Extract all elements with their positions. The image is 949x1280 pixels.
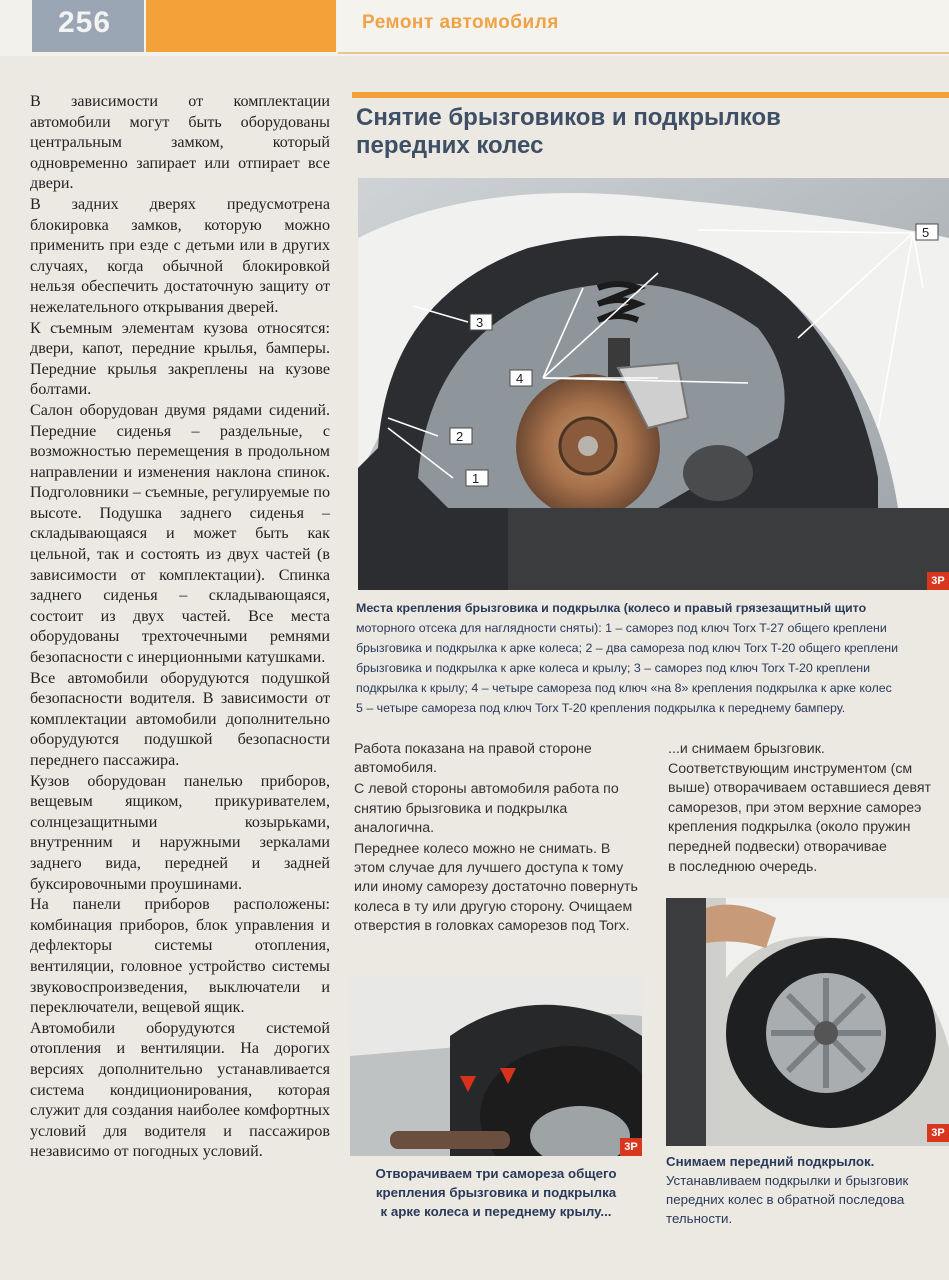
caption-line: крепления брызговика и подкрылка [375, 1185, 617, 1200]
caption-line: брызговика и подкрылка к арке колеса и крылу; 3 – саморез под ключ Torx T-20 креплени [356, 661, 871, 675]
caption-line: к арке колеса и переднему крылу... [380, 1204, 612, 1219]
callout-1 [466, 470, 488, 486]
article-title-line: передних колес [356, 132, 544, 159]
middle-column-text [354, 740, 644, 938]
article-title [356, 104, 876, 160]
paragraph: На панели приборов расположены: комбинация приборов, блок управления и дефлекторы системы отопления, вентиляции, головное устройство системы звуковоспроизведения, выключатели и переключатели, вещевой ящик. [30, 896, 330, 1017]
paragraph: В задних дверях предусмотрена блокировка замков, которую можно применить при езде с детьми или в других случаях, когда обычной блокировкой нельзя обеспечить достаточную защиту от нежелательного открывания дверей. [30, 195, 330, 316]
text-line: саморезов, при этом верхние самореэ [668, 799, 922, 816]
caption-line: 5 – четыре самореза под ключ Torx T-20 крепления подкрылка к переднему бамперу. [356, 701, 846, 715]
caption-line: подкрылка к крылу; 4 – четыре самореза под ключ «на 8» крепления подкрылка к арке колес [356, 681, 892, 695]
article-title-line: Снятие брызговиков и подкрылков [356, 104, 781, 131]
paragraph: С левой стороны автомобиля работа по снятию брызговика и подкрылка аналогична. [354, 781, 619, 836]
paragraph: В зависимости от комплектации автомобили могут быть оборудованы центральным замком, который одновременно запирает или отпирает все двери. [30, 93, 330, 193]
text-line: крепления подкрылка (около пружин [668, 819, 911, 836]
svg-text:4: 4 [516, 371, 524, 386]
caption-line: передних колес в обратной последова [666, 1192, 905, 1207]
callout-2 [450, 428, 472, 444]
paragraph: Переднее колесо можно не снимать. В этом случае для лучшего доступа к тому или иному саморезу достаточно повернуть колеса в ту или другую сторону. Очищаем отверстия в головках саморезов под Torx. [354, 841, 638, 934]
svg-text:2: 2 [456, 429, 464, 444]
paragraph: Автомобили оборудуются системой отопления и вентиляции. На дорогих версиях дополнительно устанавливается система кондиционирования, которая служит для создания наиболее комфортных условий для водителя и пассажиров независимо от погодных условий. [30, 1019, 330, 1161]
publisher-badge: 3P [927, 572, 949, 590]
text-line: выше) отворачиваем оставшиеся девят [668, 780, 932, 797]
photo3-caption [666, 1152, 949, 1228]
text-line: в последнюю очередь. [668, 858, 818, 875]
publisher-badge: 3P [927, 1124, 949, 1142]
paragraph: Работа показана на правой стороне автомобиля. [354, 741, 592, 777]
svg-text:5: 5 [922, 225, 930, 240]
callout-4 [510, 370, 532, 386]
text-line: ...и снимаем брызговик. [668, 741, 825, 757]
caption-title: Снимаем передний подкрылок. [666, 1154, 875, 1169]
text-line: Соответствующим инструментом (см [668, 760, 913, 777]
caption-line: Места крепления брызговика и подкрылка (колесо и правый грязезащитный щито [356, 601, 867, 615]
paragraph: Салон оборудован двумя рядами сидений. Передние сиденья – раздельные, с возможностью перемещения в продольном направлении и изменения наклона спинок. Подголовники – съемные, регулируемые по высоте. Подушка заднего сиденья – складывающаяся и может быть как цельной, так и состоять из двух частей (в зависимости от комплектации). Спинка заднего сиденья – складывающаяся, состоит из двух частей. Все места оборудованы трехточечными ремнями безопасности с инерционными катушками. [30, 401, 330, 667]
caption-line: тельности. [666, 1211, 733, 1226]
text-line: передней подвески) отворачивае [668, 838, 887, 855]
callout-5 [916, 224, 938, 240]
caption-line: Отворачиваем три самореза общего [375, 1166, 617, 1181]
main-photo-caption [356, 598, 949, 718]
unscrew-photo [350, 976, 642, 1156]
paragraph: Кузов оборудован панелью приборов, вещевым ящиком, прикуривателем, солнцезащитными козырьками, внутренним и наружными зеркалами заднего вида, передней и задней буксировочными проушинами. [30, 772, 330, 893]
section-title: Ремонт автомобиля [362, 12, 559, 33]
callout-3 [470, 314, 492, 330]
svg-text:3: 3 [476, 315, 484, 330]
left-column-text [30, 92, 330, 1163]
paragraph: Все автомобили оборудуются подушкой безопасности водителя. В зависимости от комплектации автомобили дополнительно оборудуются подушкой безопасности переднего пассажира. [30, 669, 330, 769]
paragraph: К съемным элементам кузова относятся: двери, капот, передние крылья, бамперы. Передние крылья закреплены на кузове болтами. [30, 319, 330, 399]
photo2-caption [350, 1164, 642, 1221]
caption-line: брызговика и подкрылка к арке колеса; 2 – два самореза под ключ Torx T-20 общего креплени [356, 641, 899, 655]
page-number: 256 [32, 0, 144, 52]
publisher-badge: 3P [620, 1138, 642, 1156]
svg-text:1: 1 [472, 471, 480, 486]
caption-line: Устанавливаем подкрылки и брызговик [666, 1173, 909, 1188]
wheel-arch-photo [358, 178, 949, 590]
header-accent-bar [146, 0, 336, 52]
caption-line: моторного отсека для наглядности сняты): 1 – саморез под ключ Torx T-27 общего креплени [356, 621, 887, 635]
right-column-text [668, 740, 949, 877]
article-accent-bar [352, 92, 949, 98]
remove-liner-photo [666, 898, 949, 1146]
